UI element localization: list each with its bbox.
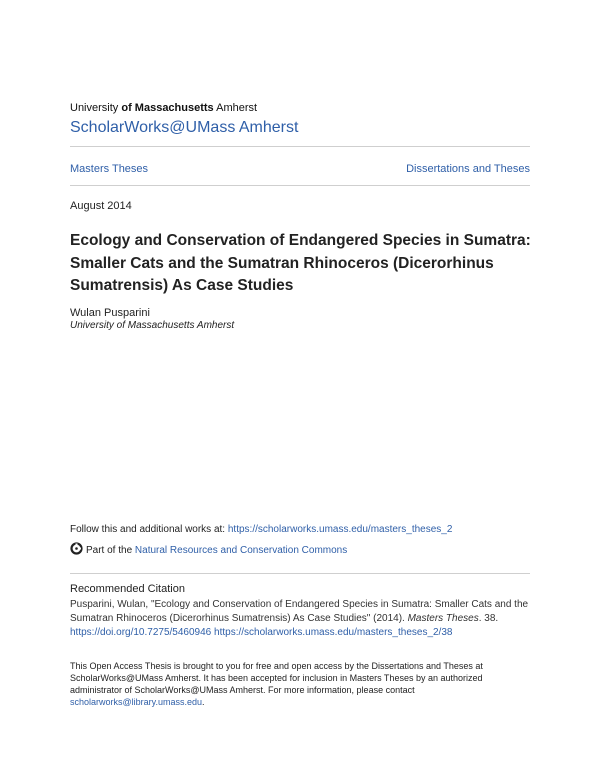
notice-end: . xyxy=(202,697,205,707)
citation-block xyxy=(70,598,532,640)
open-access-icon xyxy=(70,542,86,558)
citation-number: . 38. xyxy=(478,613,499,624)
citation-url-link[interactable]: https://scholarworks.umass.edu/masters_theses_2/38 xyxy=(214,627,453,638)
access-notice xyxy=(70,660,532,708)
part-of-line xyxy=(70,542,347,558)
institution-suffix: Amherst xyxy=(216,102,258,114)
citation-heading: Recommended Citation xyxy=(70,583,185,595)
follow-url-link[interactable]: https://scholarworks.umass.edu/masters_theses_2 xyxy=(227,524,453,535)
thesis-title: Ecology and Conservation of Endangered Species in Sumatra: Smaller Cats and the Sumatran Rhinoceros (Dicerorhinus Sumatrensis) As Case Studies xyxy=(70,232,531,294)
institution-prefix: University xyxy=(70,102,119,114)
thesis-author: Wulan Pusparini xyxy=(70,307,150,319)
commons-link[interactable]: Natural Resources and Conservation Commons xyxy=(134,544,348,556)
follow-line xyxy=(70,524,452,535)
part-of-label: Part of the xyxy=(86,544,133,556)
citation-journal: Masters Theses xyxy=(407,613,479,624)
citation-divider xyxy=(70,573,530,574)
dissertations-theses-link[interactable]: Dissertations and Theses xyxy=(406,163,530,175)
citation-text: Pusparini, Wulan, "Ecology and Conservation of Endangered Species in Sumatra: Smaller Cats and the Sumatran Rhinoceros (Dicerorhinus Sumatrensis) As Case Studies" (2014). xyxy=(70,599,529,624)
masters-theses-link[interactable]: Masters Theses xyxy=(70,163,149,175)
citation-doi-link[interactable]: https://doi.org/10.7275/5460946 xyxy=(70,627,212,638)
follow-label: Follow this and additional works at: xyxy=(70,524,228,535)
author-affiliation: University of Massachusetts Amherst xyxy=(70,320,235,331)
institution-name xyxy=(70,102,257,114)
notice-text: This Open Access Thesis is brought to you for free and open access by the Dissertations and Theses at ScholarWorks@UMass Amherst. It has been accepted for inclusion in Masters Theses by an authorized administrator of ScholarWorks@UMass Amherst. For more information, please contact xyxy=(70,661,483,695)
thesis-date: August 2014 xyxy=(70,200,132,212)
nav-divider xyxy=(70,185,530,186)
header-divider xyxy=(70,146,530,147)
repository-link[interactable]: ScholarWorks@UMass Amherst xyxy=(70,119,299,136)
institution-bold: of Massachusetts xyxy=(121,102,214,114)
contact-email-link[interactable]: scholarworks@library.umass.edu xyxy=(70,697,203,707)
